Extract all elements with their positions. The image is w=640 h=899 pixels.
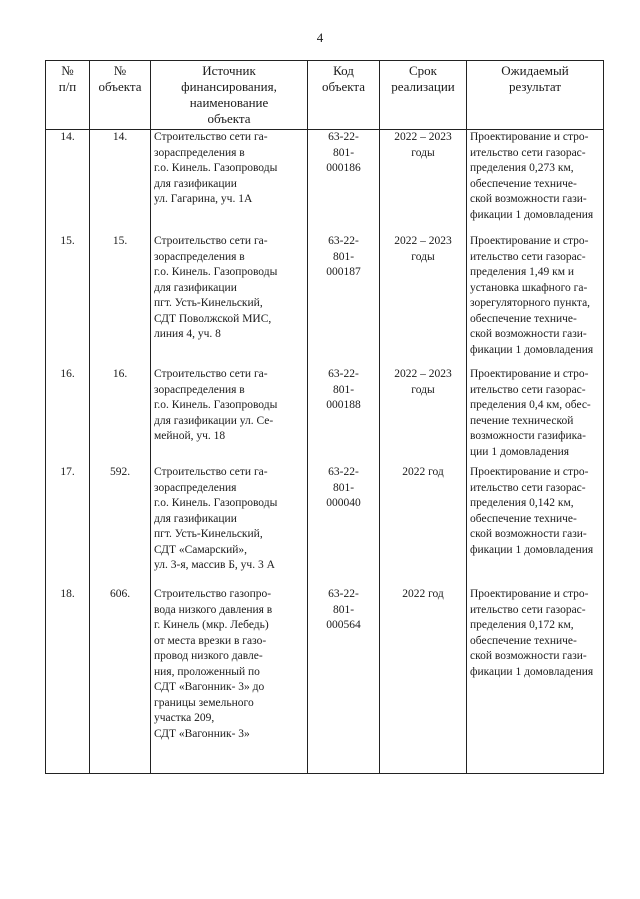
cell-object-number: 16.	[90, 367, 151, 465]
cell-number: 16.	[46, 367, 90, 465]
cell-source: Строительство газопро- вода низкого давления в г. Кинель (мкр. Лебедь) от места врезки в газо- провод низкого давле- ния, проложенный по СДТ «Вагонник- 3» до границы земельного участка 209, СДТ «Вагонник- 3»	[151, 587, 308, 774]
table-row	[46, 465, 604, 587]
cell-source: Строительство сети га- зораспределения в г.о. Кинель. Газопроводы для газификации ул. Се- мейной, уч. 18	[151, 367, 308, 465]
header-result: Ожидаемый результат	[467, 61, 604, 130]
table-row	[46, 367, 604, 465]
cell-source: Строительство сети га- зораспределения в г.о. Кинель. Газопроводы для газификации пгт. Усть-Кинельский, СДТ Поволжской МИС, линия 4, уч. 8	[151, 234, 308, 367]
cell-result: Проектирование и стро- ительство сети газорас- пределения 0,142 км, обеспечение техниче- ской возможности гази- фикации 1 домовладения	[467, 465, 604, 587]
header-term: Срок реализации	[380, 61, 467, 130]
table-header-row	[46, 61, 604, 130]
cell-term: 2022 – 2023 годы	[380, 367, 467, 465]
header-code: Код объекта	[308, 61, 380, 130]
cell-term: 2022 – 2023 годы	[380, 234, 467, 367]
table-row	[46, 234, 604, 367]
cell-object-number: 15.	[90, 234, 151, 367]
cell-result: Проектирование и стро- ительство сети газорас- пределения 1,49 км и установка шкафного га- зорегуляторного пункта, обеспечение техниче- ской возможности гази- фикации 1 домовладения	[467, 234, 604, 367]
cell-source: Строительство сети га- зораспределения г.о. Кинель. Газопроводы для газификации пгт. Усть-Кинельский, СДТ «Самарский», ул. 3-я, массив Б, уч. 3 А	[151, 465, 308, 587]
table-row	[46, 587, 604, 774]
cell-code: 63-22- 801- 000040	[308, 465, 380, 587]
header-source: Источник финансирования, наименование объекта	[151, 61, 308, 130]
cell-result: Проектирование и стро- ительство сети газорас- пределения 0,273 км, обеспечение техниче- ской возможности гази- фикации 1 домовладения	[467, 130, 604, 235]
header-number: № п/п	[46, 61, 90, 130]
cell-number: 15.	[46, 234, 90, 367]
page-number: 4	[316, 30, 324, 45]
cell-result: Проектирование и стро- ительство сети газорас- пределения 0,4 км, обес- печение технической возможности газифика- ции 1 домовладения	[467, 367, 604, 465]
table-row	[46, 130, 604, 235]
cell-code: 63-22- 801- 000186	[308, 130, 380, 235]
cell-code: 63-22- 801- 000187	[308, 234, 380, 367]
cell-term: 2022 – 2023 годы	[380, 130, 467, 235]
cell-code: 63-22- 801- 000564	[308, 587, 380, 774]
cell-object-number: 14.	[90, 130, 151, 235]
header-object-number: № объекта	[90, 61, 151, 130]
cell-object-number: 592.	[90, 465, 151, 587]
program-table	[45, 60, 604, 774]
cell-term: 2022 год	[380, 587, 467, 774]
cell-number: 18.	[46, 587, 90, 774]
cell-number: 14.	[46, 130, 90, 235]
cell-source: Строительство сети га- зораспределения в г.о. Кинель. Газопроводы для газификации ул. Гагарина, уч. 1А	[151, 130, 308, 235]
cell-result: Проектирование и стро- ительство сети газорас- пределения 0,172 км, обеспечение техниче- ской возможности гази- фикации 1 домовладения	[467, 587, 604, 774]
cell-number: 17.	[46, 465, 90, 587]
cell-code: 63-22- 801- 000188	[308, 367, 380, 465]
cell-object-number: 606.	[90, 587, 151, 774]
cell-term: 2022 год	[380, 465, 467, 587]
